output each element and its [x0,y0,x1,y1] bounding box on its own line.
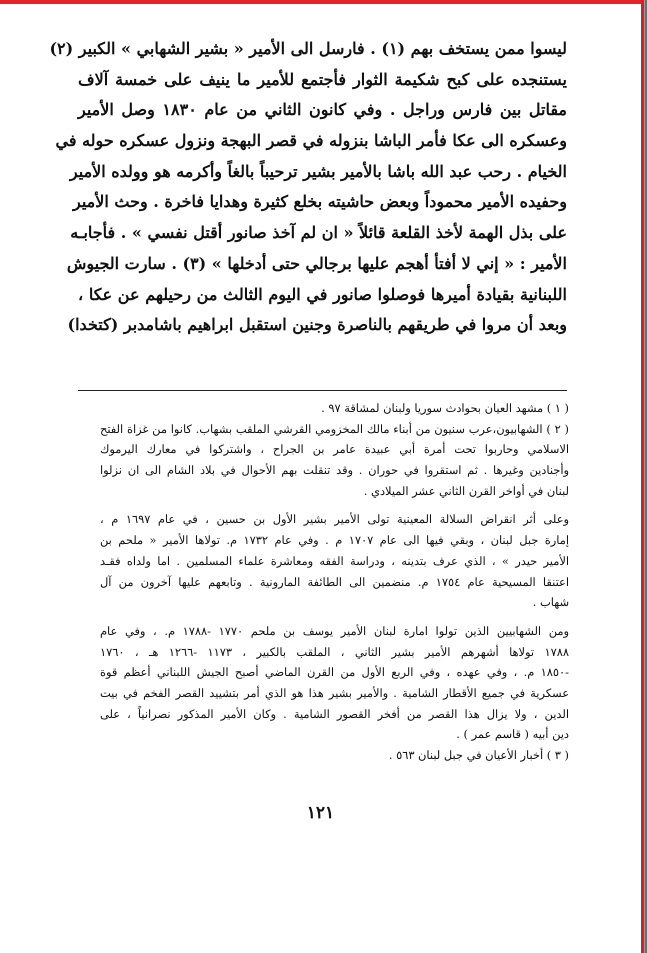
footnote-line: ومن الشهابيين الذين تولوا امارة لبنان الأمير يوسف بن ملحم ١٧٧٠ -١٧٨٨ م. ، وفي عام [100,623,569,638]
text-line: الخيام . رحب عبد الله باشا بالأمير بشير ترحيباً بالغاً وأكرمه هو وولده الأمير [69,161,567,181]
text-line: مقاتل بين فارس وراجل . وفي كانون الثاني من عام ١٨٣٠ وصل الأمير [78,100,568,120]
footnote-line: إمارة جبل لبنان ، وبقي فيها الى عام ١٧٠٧ م . وفي عام ١٧٣٢ م. تولاها الأمير « ملحم بن [100,533,569,548]
page-number: ١٢١ [306,803,335,823]
footnote-line: لبنان في أواخر القرن الثاني عشر الميلادي . [363,483,569,498]
footnote-line: ( ٢ ) الشهابيون،عرب سنيون من أبناء مالك المخزومي القرشي الملقب بشهاب. كانوا من غزاة الفتح [100,421,569,436]
footnote-line: -١٨٥٠ م. ، وفي عهده ، وفي الربع الأول من القرن الماضي أصبح الجيش اللبناني أعظم قوة [100,665,569,680]
footnote-line: عسكرية في جميع الأقطار الشامية . والأمير بشير هذا هو الذي أمر بتشييد القصر الفخم في بيت [100,685,569,700]
footnote-line: ( ١ ) مشهد العيان بحوادث سوريا ولبنان لمشاقة ٩٧ . [321,401,569,415]
text-line: وبعد أن مروا في طريقهم بالناصرة وجنين استقبل ابراهيم باشامدبر (كتخدا) [67,315,567,335]
footnote-line: شهاب . [532,595,569,610]
footnote-line: وأجنادين وغيرها . ثم استقروا في حوران . وقد تنقلت بهم الأحوال في بلاد الشام الى ان نزلوا [100,463,569,478]
footnote-line: الأمير حيدر » ، الذي عرف بتدينه ، ودراسة الفقه ومعاشرة علماء المسلمين . اما ولداه فقـد [100,553,569,568]
window-border-top [0,0,641,4]
footnotes [100,398,569,766]
footnote-line: الاسلامي وحاربوا تحت أمرة أبي عبيدة عامر بن الجراح ، واشتركوا في معارك اليرموك [100,442,569,457]
footnote-separator [78,390,567,391]
text-line: على بذل الهمة لأخذ القلعة قائلاً « ان لم آخذ صانور أقتل نفسي » . فأجابـه [70,223,567,243]
main-text [49,34,568,341]
text-line: الأمير : « إني لا أفتأ أهجم عليها برجالي حتى أدخلها » (٣) . سارت الجيوش [66,253,567,273]
text-line: وعسكره الى عكا فأمر الباشا بنزوله في قصر البهجة ونزول عسكره حوله في [55,131,567,151]
footnote-line: وعلى أثر انقراض السلالة المعينية تولى الأمير بشير الأول بن حسين ، في عام ١٦٩٧ م ، [100,512,569,527]
text-line: ليسوا ممن يستخف بهم (١) . فارسل الى الأمير « بشير الشهابي » الكبير (٢) [49,39,567,58]
footnote-line: دين أبيه ( قاسم عمر ) . [456,727,569,742]
text-line: وحفيده الأمير محموداً وبعض حاشيته بخلع كثيرة وهدايا فاخرة . وحث الأمير [72,192,567,212]
text-line: اللبنانية بقيادة أميرها فوصلوا صانور في اليوم الثالث من رحيلهم عن عكا ، [78,284,567,304]
footnote-line: ( ٣ ) أخبار الأعيان في جبل لبنان ٥٦٣ . [388,748,569,762]
window-border-right [641,0,647,953]
text-line: يستنجده على كبح شكيمة الثوار فأجتمع للأمير ما ينيف على خمسة آلاف [78,69,567,89]
footnote-line: الدين ، ولا يزال هذا القصر من أفخر القصور الشامية . وكان الأمير المذكور نصرانياً ، على [100,706,569,721]
footnote-line: اعتنقا المسيحية عام ١٧٥٤ م. منضمين الى الطائفة المارونية . وتابعهم عليها آخرون من آل [100,574,569,589]
footnote-line: ١٧٨٨ تولاها أشهرهم الأمير بشير الثاني ، الملقب بالكبير ، ١١٧٣ -١٢٦٦ هـ ، ١٧٦٠ [100,644,569,659]
